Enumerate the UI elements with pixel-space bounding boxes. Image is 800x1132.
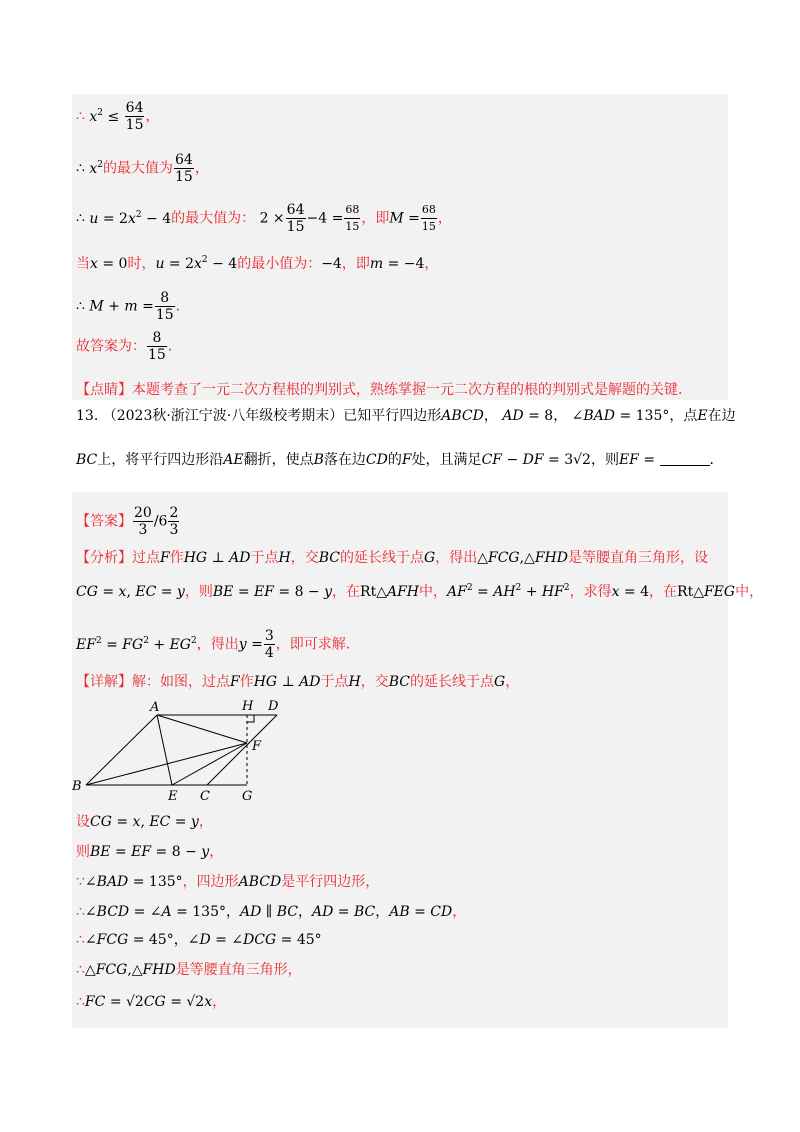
label-A: A xyxy=(150,700,160,715)
fraction: $\frac{64}{15}$ xyxy=(125,100,144,133)
step-2: 则BE = EF = 8 − y， xyxy=(76,844,224,860)
analysis-line-1: 【分析】过点F作HG ⊥ AD于点H，交BC的延长线于点G，得出△FCG,△FHD是等腰直角三角形，设 xyxy=(76,550,708,566)
answer-label-line: 【答案】 $\frac{20}{3}$ /6 $\frac{2}{3}$ xyxy=(76,505,179,538)
fraction: $\frac{8}{15}$ xyxy=(155,290,174,323)
answer-line: 故答案为： $\frac{8}{15}$ ． xyxy=(76,330,182,363)
fraction: $\frac{20}{3}$ xyxy=(134,505,152,538)
label-B: B xyxy=(72,779,82,794)
label-E: E xyxy=(168,789,178,804)
step-3: ∵∠BAD = 135°，四边形ABCD是平行四边形， xyxy=(76,874,380,890)
fraction: $\frac{68}{15}$ xyxy=(421,203,436,233)
label-F: F xyxy=(252,739,262,754)
step-4: ∴∠BCD = ∠A = 135°，AD ∥ BC，AD = BC，AB = CD， xyxy=(76,904,467,920)
fraction: $\frac{2}{3}$ xyxy=(169,505,179,538)
step-6: ∴△FCG,△FHD是等腰直角三角形， xyxy=(76,962,302,978)
line-4: 当x = 0时，$u = 2x^2 - 4$的最小值为：−4，即m = −4， xyxy=(76,255,439,272)
geometry-diagram xyxy=(72,695,292,805)
line-1: ∴ $x^2$ ≤ $\frac{64}{15}$ ， xyxy=(76,100,160,133)
analysis-line-3: $EF^2 = FG^2 + EG^2$，得出y = $\frac{3}{4}$ ，即可求解． xyxy=(76,628,360,661)
problem-13-line-1: 13. （2023秋·浙江宁波·八年级校考期末）已知平行四边形ABCD， AD = 8， ∠BAD = 135°，点E在边 xyxy=(76,408,736,424)
problem-13-line-2: BC上，将平行四边形沿AE翻折，使点B落在边CD的F处，且满足CF − DF = 3√2，则EF = ． xyxy=(76,452,724,468)
line-5: ∴ M + m = $\frac{8}{15}$ ． xyxy=(76,290,190,323)
step-1: 设CG = x, EC = y， xyxy=(76,814,213,830)
fraction: $\frac{64}{15}$ xyxy=(175,152,193,185)
label-D: D xyxy=(268,699,279,714)
analysis-line-2: CG = x, EC = y，则BE = EF = 8 − y，在Rt△AFH中，$AF^2 = AH^2 + HF^2$，求得x = 4，在Rt△FEG中， xyxy=(76,583,764,600)
answer-blank xyxy=(660,453,710,466)
line-3: ∴ $u = 2x^2 - 4$的最大值为： 2 × $\frac{64}{15}$ −4 = $\frac{68}{15}$ ，即M = $\frac{68}{15}$ ， xyxy=(76,202,452,235)
line-2: ∴ $x^2$的最大值为 $\frac{64}{15}$ ， xyxy=(76,152,209,185)
label-G: G xyxy=(242,789,253,804)
fraction: $\frac{8}{15}$ xyxy=(148,330,166,363)
fraction: $\frac{64}{15}$ xyxy=(286,202,305,235)
comment-line: 【点睛】本题考查了一元二次方程根的判别式，熟练掌握一元二次方程的根的判别式是解题的关键． xyxy=(76,382,692,398)
fraction: $\frac{3}{4}$ xyxy=(264,628,274,661)
step-5: ∴∠FCG = 45°，∠D = ∠DCG = 45° xyxy=(76,932,322,948)
label-H: H xyxy=(242,699,254,714)
fraction: $\frac{68}{15}$ xyxy=(345,203,360,233)
detail-line: 【详解】解：如图，过点F作HG ⊥ AD于点H，交BC的延长线于点G， xyxy=(76,674,520,690)
step-7: ∴FC = √2CG = √2x， xyxy=(76,994,227,1010)
label-C: C xyxy=(200,789,210,804)
